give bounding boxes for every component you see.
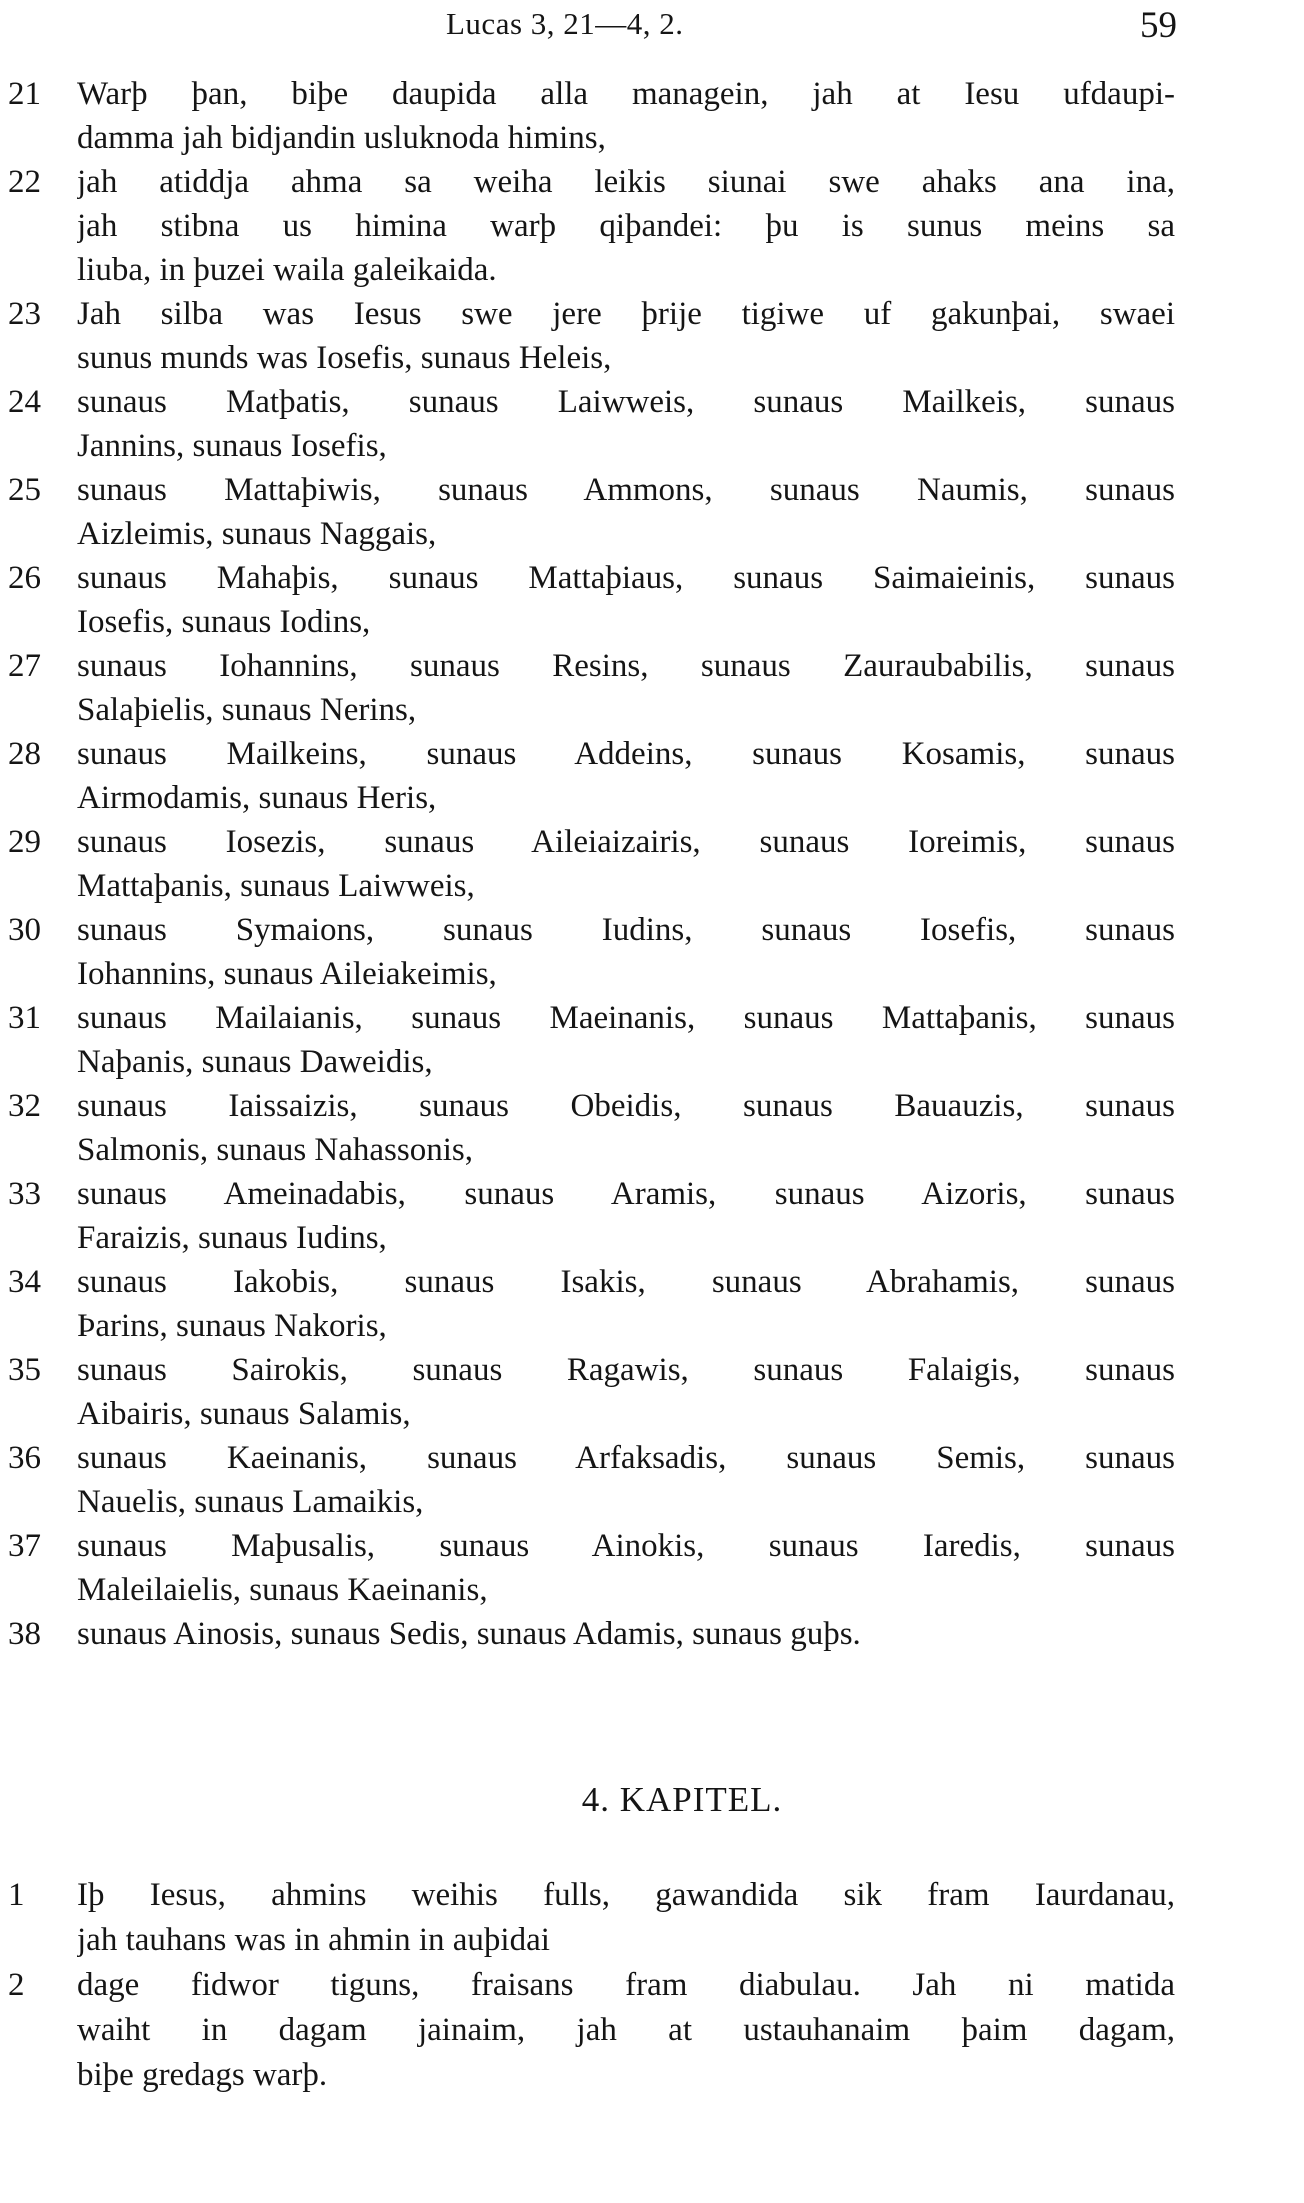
verse-line: sunaus Mailkeins, sunaus Addeins, sunaus Kosamis, sunaus: [77, 736, 1175, 772]
verse-line: sunaus Maþusalis, sunaus Ainokis, sunaus Iaredis, sunaus: [77, 1528, 1175, 1564]
verse-number: 34: [8, 1264, 41, 1300]
verse-line: Iosefis, sunaus Iodins,: [77, 604, 371, 640]
verse: [0, 1348, 1304, 1436]
verse-line: waiht in dagam jainaim, jah at ustauhanaim þaim dagam,: [77, 2012, 1175, 2048]
verse-number: 30: [8, 912, 41, 948]
verse: [0, 732, 1304, 820]
verse-number: 35: [8, 1352, 41, 1388]
verse: [0, 468, 1304, 556]
verse-line: Aibairis, sunaus Salamis,: [77, 1396, 411, 1432]
verse: [0, 1172, 1304, 1260]
verse: [0, 380, 1304, 468]
verse-line: Jannins, sunaus Iosefis,: [77, 428, 387, 464]
verse-number: 28: [8, 736, 41, 772]
verse-number: 21: [8, 76, 41, 112]
verse-line: sunaus Ameinadabis, sunaus Aramis, sunaus Aizoris, sunaus: [77, 1176, 1175, 1212]
page-number: 59: [1140, 5, 1177, 46]
verse: [0, 1873, 1304, 1963]
verse: [0, 1436, 1304, 1524]
verse-number: 1: [8, 1877, 25, 1913]
verse-line: dage fidwor tiguns, fraisans fram diabulau. Jah ni matida: [77, 1967, 1175, 2003]
verse: [0, 1963, 1304, 2098]
verse-line: sunus munds was Iosefis, sunaus Heleis,: [77, 340, 612, 376]
verse-line: sunaus Ainosis, sunaus Sedis, sunaus Adamis, sunaus guþs.: [77, 1616, 861, 1652]
verse-number: 32: [8, 1088, 41, 1124]
verse: [0, 908, 1304, 996]
verse-line: sunaus Mailaianis, sunaus Maeinanis, sunaus Mattaþanis, sunaus: [77, 1000, 1175, 1036]
verse: [0, 1524, 1304, 1612]
verse-number: 27: [8, 648, 41, 684]
verse-number: 26: [8, 560, 41, 596]
verse-line: Naþanis, sunaus Daweidis,: [77, 1044, 433, 1080]
verse-line: Airmodamis, sunaus Heris,: [77, 780, 437, 816]
verse: [0, 1612, 1304, 1656]
verse-line: Aizleimis, sunaus Naggais,: [77, 516, 437, 552]
verse-line: Nauelis, sunaus Lamaikis,: [77, 1484, 424, 1520]
verse-line: Warþ þan, biþe daupida alla managein, jah at Iesu ufdaupi-: [77, 76, 1175, 112]
verse-line: Mattaþanis, sunaus Laiwweis,: [77, 868, 475, 904]
verse-number: 29: [8, 824, 41, 860]
verse-line: sunaus Sairokis, sunaus Ragawis, sunaus Falaigis, sunaus: [77, 1352, 1175, 1388]
verse-number: 38: [8, 1616, 41, 1652]
verse-line: Iohannins, sunaus Aileiakeimis,: [77, 956, 497, 992]
verse-line: Salmonis, sunaus Nahassonis,: [77, 1132, 473, 1168]
verse-number: 23: [8, 296, 41, 332]
verse-line: sunaus Matþatis, sunaus Laiwweis, sunaus Mailkeis, sunaus: [77, 384, 1175, 420]
verse-number: 2: [8, 1967, 25, 2003]
verse-line: biþe gredags warþ.: [77, 2057, 328, 2093]
verse-line: sunaus Iosezis, sunaus Aileiaizairis, sunaus Ioreimis, sunaus: [77, 824, 1175, 860]
verse-number: 24: [8, 384, 41, 420]
verse: [0, 644, 1304, 732]
chapter-3-verses: [0, 72, 1304, 1656]
verse-line: sunaus Kaeinanis, sunaus Arfaksadis, sunaus Semis, sunaus: [77, 1440, 1175, 1476]
verse-line: sunaus Mahaþis, sunaus Mattaþiaus, sunaus Saimaieinis, sunaus: [77, 560, 1175, 596]
verse-line: liuba, in þuzei waila galeikaida.: [77, 252, 497, 288]
verse-number: 22: [8, 164, 41, 200]
running-head: [0, 4, 1304, 54]
verse-line: Iþ Iesus, ahmins weihis fulls, gawandida sik fram Iaurdanau,: [77, 1877, 1175, 1913]
verse-number: 37: [8, 1528, 41, 1564]
chapter-4-verses: [0, 1873, 1304, 2098]
verse-line: Salaþielis, sunaus Nerins,: [77, 692, 417, 728]
verse-line: jah tauhans was in ahmin in auþidai: [77, 1922, 550, 1958]
verse-line: jah stibna us himina warþ qiþandei: þu is sunus meins sa: [77, 208, 1175, 244]
running-title: Lucas 3, 21—4, 2.: [446, 6, 684, 41]
verse-line: Jah silba was Iesus swe jere þrije tigiwe uf gakunþai, swaei: [77, 296, 1175, 332]
verse-line: sunaus Mattaþiwis, sunaus Ammons, sunaus Naumis, sunaus: [77, 472, 1175, 508]
verse-line: sunaus Iakobis, sunaus Isakis, sunaus Abrahamis, sunaus: [77, 1264, 1175, 1300]
verse: [0, 556, 1304, 644]
verse: [0, 820, 1304, 908]
verse: [0, 996, 1304, 1084]
verse-number: 31: [8, 1000, 41, 1036]
chapter-heading: 4. KAPITEL.: [581, 1780, 783, 1819]
verse-line: sunaus Iaissaizis, sunaus Obeidis, sunaus Bauauzis, sunaus: [77, 1088, 1175, 1124]
verse-number: 25: [8, 472, 41, 508]
verse-number: 36: [8, 1440, 41, 1476]
verse-line: sunaus Symaions, sunaus Iudins, sunaus Iosefis, sunaus: [77, 912, 1175, 948]
verse-line: sunaus Iohannins, sunaus Resins, sunaus Zauraubabilis, sunaus: [77, 648, 1175, 684]
verse-line: Faraizis, sunaus Iudins,: [77, 1220, 387, 1256]
verse-line: Maleilaielis, sunaus Kaeinanis,: [77, 1572, 488, 1608]
verse-number: 33: [8, 1176, 41, 1212]
verse-line: damma jah bidjandin usluknoda himins,: [77, 120, 606, 156]
verse-line: jah atiddja ahma sa weiha leikis siunai swe ahaks ana ina,: [77, 164, 1175, 200]
verse: [0, 1084, 1304, 1172]
verse: [0, 160, 1304, 292]
verse: [0, 292, 1304, 380]
verse: [0, 72, 1304, 160]
verse-line: Þarins, sunaus Nakoris,: [77, 1308, 387, 1344]
verse: [0, 1260, 1304, 1348]
